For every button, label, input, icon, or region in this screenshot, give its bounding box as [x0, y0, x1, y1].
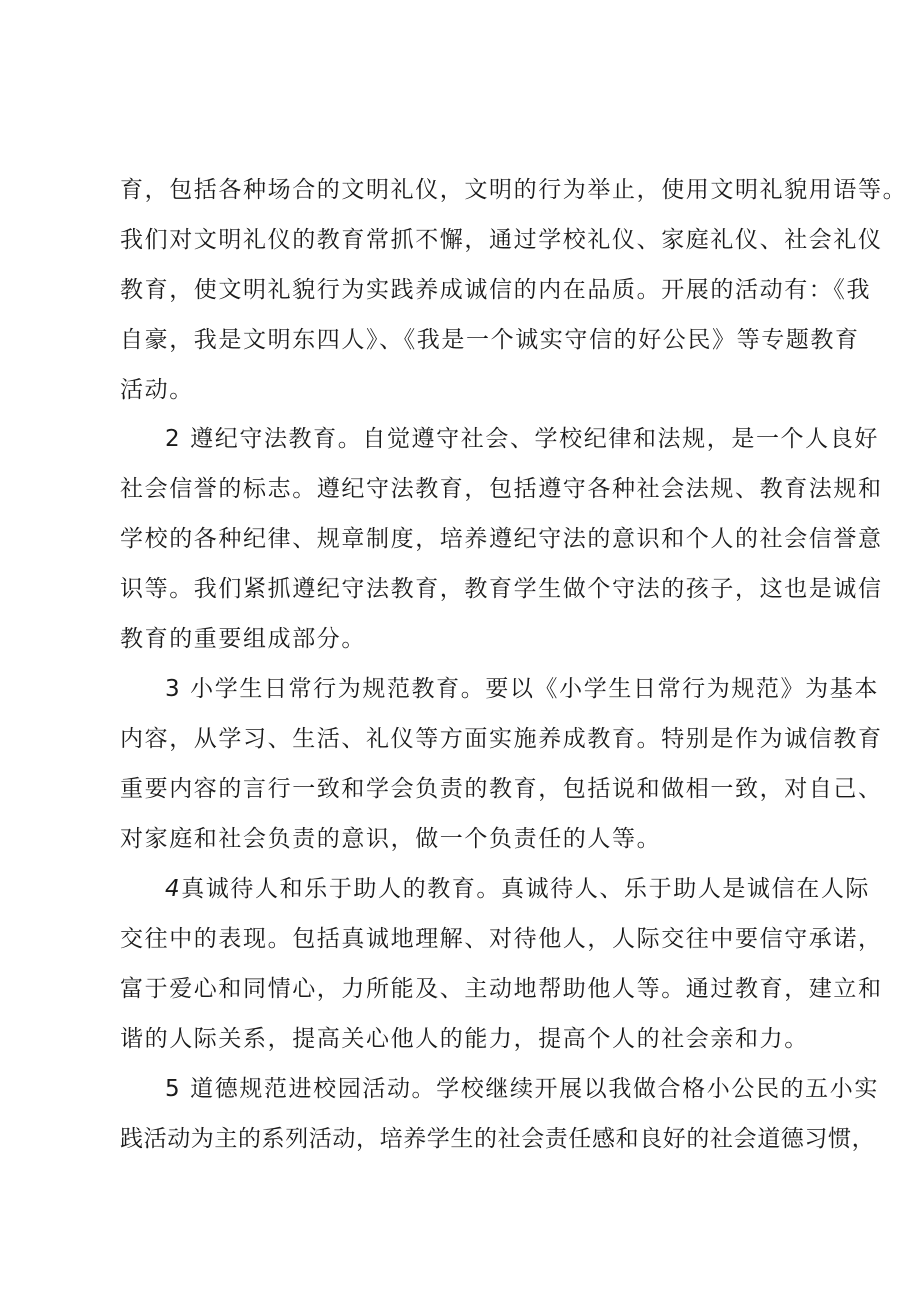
paragraph-line: 社会信誉的标志。遵纪守法教育，包括遵守各种社会法规、教育法规和: [120, 476, 883, 502]
paragraph-line: 我们对文明礼仪的教育常抓不懈，通过学校礼仪、家庭礼仪、社会礼仪: [120, 227, 883, 253]
paragraph-first-line: [165, 674, 879, 704]
paragraph-line: 富于爱心和同情心，力所能及、主动地帮助他人等。通过教育，建立和: [120, 976, 883, 1002]
paragraph-line-text: 真诚待人和乐于助人的教育。真诚待人、乐于助人是诚信在人际: [181, 876, 871, 902]
paragraph-line: 活动。: [120, 377, 194, 403]
paragraph-line: 育，包括各种场合的文明礼仪，文明的行为举止，使用文明礼貌用语等。: [120, 177, 908, 203]
paragraph-line: 重要内容的言行一致和学会负责的教育，包括说和做相一致，对自己、: [120, 776, 883, 802]
paragraph-line: 内容，从学习、生活、礼仪等方面实施养成教育。特别是作为诚信教育: [120, 726, 883, 752]
paragraph-line-text: 道德规范进校园活动。学校继续开展以我做合格小公民的五小实: [190, 1076, 879, 1102]
paragraph-first-line: [165, 1074, 879, 1104]
section-number: 5: [165, 1076, 182, 1102]
section-number: 3: [165, 676, 182, 702]
section-number: 2: [165, 426, 182, 452]
paragraph-line: 学校的各种纪律、规章制度，培养遵纪守法的意识和个人的社会信誉意: [120, 526, 883, 552]
paragraph-line: 对家庭和社会负责的意识，做一个负责任的人等。: [120, 826, 662, 852]
paragraph-line: 交往中的表现。包括真诚地理解、对待他人，人际交往中要信守承诺，: [120, 926, 883, 952]
paragraph-line: 教育的重要组成部分。: [120, 626, 366, 652]
paragraph-line: 自豪，我是文明东四人》、《我是一个诚实守信的好公民》等专题教育: [120, 327, 860, 353]
paragraph-line: 谐的人际关系，提高关心他人的能力，提高个人的社会亲和力。: [120, 1026, 809, 1052]
paragraph-line: 践活动为主的系列活动，培养学生的社会责任感和良好的社会道德习惯，: [120, 1126, 876, 1152]
paragraph-first-line: [165, 874, 870, 904]
section-number: 4: [165, 876, 182, 902]
paragraph-first-line: [165, 424, 879, 454]
paragraph-line-text: 小学生日常行为规范教育。要以《小学生日常行为规范》为基本: [190, 676, 879, 702]
paragraph-line: 教育，使文明礼貌行为实践养成诚信的内在品质。开展的活动有：《我: [120, 277, 872, 303]
paragraph-line-text: 遵纪守法教育。自觉遵守社会、学校纪律和法规，是一个人良好: [190, 426, 879, 452]
paragraph-line: 识等。我们紧抓遵纪守法教育，教育学生做个守法的孩子，这也是诚信: [120, 576, 883, 602]
